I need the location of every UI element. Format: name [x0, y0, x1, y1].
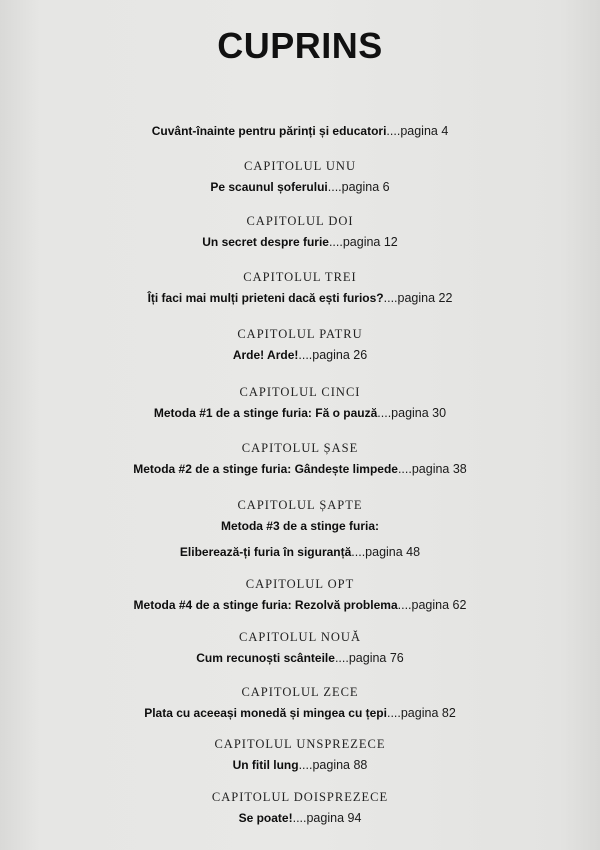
entry-heading	[0, 174, 600, 200]
entry-heading-text: Îți faci mai mulți prieteni dacă ești furios?	[147, 291, 384, 305]
toc-entry-chapter-1[interactable]	[0, 158, 600, 200]
toc-entry-chapter-4[interactable]	[0, 326, 600, 368]
entry-heading	[0, 285, 600, 311]
chapter-label: CAPITOLUL TREI	[243, 270, 357, 284]
entry-heading	[0, 118, 600, 144]
entry-heading-text: Un secret despre furie	[202, 235, 329, 249]
page-reference: ....pagina 88	[298, 758, 368, 772]
entry-heading	[0, 513, 600, 539]
entry-heading-text: Plata cu aceeași monedă și mingea cu țepi	[144, 706, 387, 720]
page-title: CUPRINS	[217, 25, 383, 66]
chapter-label: CAPITOLUL CINCI	[239, 385, 361, 399]
chapter-label: CAPITOLUL DOISPREZECE	[211, 790, 389, 804]
page-reference: ....pagina 38	[397, 462, 467, 476]
entry-heading	[0, 592, 600, 618]
chapter-label: CAPITOLUL NOUĂ	[239, 630, 361, 644]
page-reference: ....pagina 26	[298, 348, 368, 362]
entry-heading	[0, 229, 600, 255]
toc-entry-chapter-12[interactable]	[0, 789, 600, 831]
entry-heading-text: Cum recunoști scânteile	[196, 651, 335, 665]
entry-heading	[0, 645, 600, 671]
entry-heading	[0, 400, 600, 426]
toc-entry-chapter-6[interactable]	[0, 440, 600, 482]
page-reference: ....pagina 82	[386, 706, 456, 720]
entry-heading	[0, 752, 600, 778]
page-reference: ....pagina 12	[328, 235, 398, 249]
entry-heading-text: Metoda #3 de a stinge furia:	[220, 519, 380, 533]
toc-entry-chapter-5[interactable]	[0, 384, 600, 426]
entry-heading	[0, 700, 600, 726]
page-reference: ....pagina 6	[327, 180, 390, 194]
entry-heading-text: Metoda #1 de a stinge furia: Fă o pauză	[153, 406, 378, 420]
entry-heading	[0, 342, 600, 368]
entry-heading-text: Metoda #4 de a stinge furia: Rezolvă problema	[133, 598, 398, 612]
toc-entry-chapter-9[interactable]	[0, 629, 600, 671]
toc-entry-chapter-3[interactable]	[0, 269, 600, 311]
entry-heading-text: Un fitil lung	[232, 758, 299, 772]
entry-heading-text: Se poate!	[238, 811, 293, 825]
page-reference: ....pagina 30	[377, 406, 447, 420]
entry-heading-text: Arde! Arde!	[232, 348, 299, 362]
chapter-label: CAPITOLUL ZECE	[241, 685, 359, 699]
chapter-label: CAPITOLUL OPT	[245, 577, 355, 591]
entry-heading	[0, 805, 600, 831]
toc-entry-chapter-11[interactable]	[0, 736, 600, 778]
toc-entry-chapter-7[interactable]	[0, 497, 600, 565]
page-reference: ....pagina 4	[386, 124, 449, 138]
chapter-label: CAPITOLUL ȘASE	[241, 441, 359, 455]
entry-heading-text: Eliberează-ți furia în siguranță	[179, 545, 352, 559]
page-reference: ....pagina 22	[383, 291, 453, 305]
chapter-label: CAPITOLUL UNU	[244, 159, 356, 173]
page-reference: ....pagina 48	[351, 545, 421, 559]
chapter-label: CAPITOLUL PATRU	[237, 327, 363, 341]
entry-heading-text: Pe scaunul șoferului	[210, 180, 328, 194]
entry-heading-text: Metoda #2 de a stinge furia: Gândește limpede	[133, 462, 398, 476]
page-reference: ....pagina 62	[397, 598, 467, 612]
entry-heading-text: Cuvânt-înainte pentru părinți și educatori	[151, 124, 387, 138]
chapter-label: CAPITOLUL DOI	[246, 214, 354, 228]
toc-entry-foreword[interactable]	[0, 118, 600, 144]
toc-entry-chapter-8[interactable]	[0, 576, 600, 618]
toc-entry-chapter-10[interactable]	[0, 684, 600, 726]
toc-entry-chapter-2[interactable]	[0, 213, 600, 255]
chapter-label: CAPITOLUL ȘAPTE	[237, 498, 363, 512]
page-reference: ....pagina 76	[334, 651, 404, 665]
entry-heading	[0, 456, 600, 482]
entry-heading-continued	[0, 539, 600, 565]
page-reference: ....pagina 94	[292, 811, 362, 825]
chapter-label: CAPITOLUL UNSPREZECE	[214, 737, 386, 751]
